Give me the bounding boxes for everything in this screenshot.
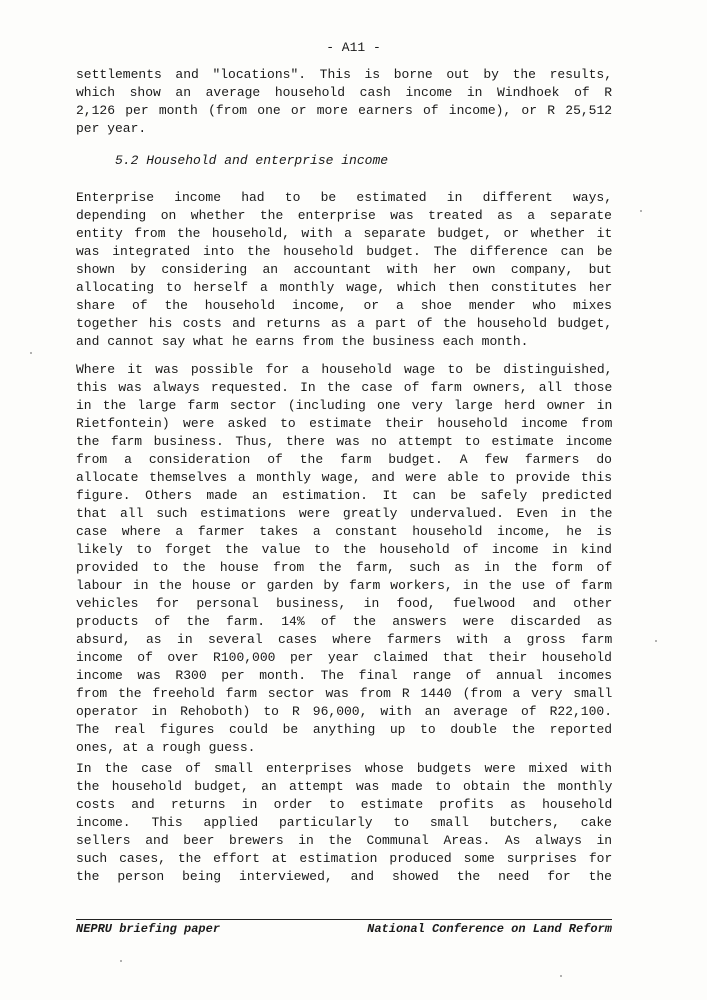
text-line: shown by considering an accountant with her own company, but	[76, 262, 612, 277]
footer-conference: National Conference on Land Reform	[367, 922, 612, 936]
scan-speck	[640, 210, 642, 212]
text-line: labour in the house or garden by farm workers, in the use of farm	[76, 578, 612, 593]
text-line: likely to forget the value to the household of income in kind	[76, 542, 612, 557]
text-line: entity from the household, with a separate budget, or whether it	[76, 226, 612, 241]
text-line: vehicles for personal business, in food, fuelwood and other	[76, 596, 612, 611]
text-line: that all such estimations were greatly undervalued. Even in the	[76, 506, 612, 521]
text-line: 2,126 per month (from one or more earners of income), or R 25,512	[76, 103, 612, 118]
text-line: figure. Others made an estimation. It can be safely predicted	[76, 488, 612, 503]
text-line: allocating to herself a monthly wage, which then constitutes her	[76, 280, 612, 295]
text-line: depending on whether the enterprise was treated as a separate	[76, 208, 612, 223]
footer-divider	[76, 919, 612, 920]
paragraph-small-enterprises	[76, 760, 612, 886]
text-line: absurd, as in several cases where farmers with a gross farm	[76, 632, 612, 647]
text-line: and cannot say what he earns from the business each month.	[76, 334, 529, 349]
paragraph-top	[76, 66, 612, 138]
scan-speck	[120, 960, 122, 962]
paragraph-household-wage	[76, 361, 612, 757]
text-line: provided to the house from the farm, such as in the form of	[76, 560, 612, 575]
paragraph-enterprise-income	[76, 189, 612, 351]
text-line: the farm business. Thus, there was no attempt to estimate income	[76, 434, 612, 449]
text-line: which show an average household cash income in Windhoek of R	[76, 85, 612, 100]
text-line: In the case of small enterprises whose budgets were mixed with	[76, 761, 612, 776]
scan-speck	[655, 640, 657, 642]
text-line: products of the farm. 14% of the answers were discarded as	[76, 614, 612, 629]
text-line: per year.	[76, 121, 147, 136]
text-line: income was R300 per month. The final range of annual incomes	[76, 668, 612, 683]
text-line: in the large farm sector (including one very large herd owner in	[76, 398, 612, 413]
section-heading: 5.2 Household and enterprise income	[115, 153, 389, 168]
scan-speck	[30, 352, 32, 354]
text-line: this was always requested. In the case of farm owners, all those	[76, 380, 612, 395]
text-line: Where it was possible for a household wage to be distinguished,	[76, 362, 612, 377]
text-line: from the freehold farm sector was from R 1440 (from a very small	[76, 686, 612, 701]
text-line: income. This applied particularly to small butchers, cake	[76, 815, 612, 830]
text-line: share of the household income, or a shoe mender who mixes	[76, 298, 612, 313]
text-line: Enterprise income had to be estimated in different ways,	[76, 190, 612, 205]
scan-speck	[560, 975, 562, 977]
text-line: case where a farmer takes a constant household income, he is	[76, 524, 612, 539]
text-line: the household budget, an attempt was made to obtain the monthly	[76, 779, 612, 794]
text-line: was integrated into the household budget. The difference can be	[76, 244, 612, 259]
footer-publication: NEPRU briefing paper	[76, 922, 221, 936]
text-line: sellers and beer brewers in the Communal Areas. As always in	[76, 833, 612, 848]
page-number: - A11 -	[326, 40, 381, 55]
text-line: Rietfontein) were asked to estimate their household income from	[76, 416, 612, 431]
text-line: ones, at a rough guess.	[76, 740, 256, 755]
text-line: The real figures could be anything up to double the reported	[76, 722, 612, 737]
text-line: the person being interviewed, and showed the need for the	[76, 869, 612, 884]
text-line: costs and returns in order to estimate profits as household	[76, 797, 612, 812]
text-line: settlements and "locations". This is borne out by the results,	[76, 67, 612, 82]
text-line: such cases, the effort at estimation produced some surprises for	[76, 851, 612, 866]
text-line: allocate themselves a monthly wage, and were able to provide this	[76, 470, 612, 485]
text-line: together his costs and returns as a part of the household budget,	[76, 316, 612, 331]
text-line: from a consideration of the farm budget. A few farmers do	[76, 452, 612, 467]
text-line: operator in Rehoboth) to R 96,000, with an average of R22,100.	[76, 704, 612, 719]
text-line: income of over R100,000 per year claimed that their household	[76, 650, 612, 665]
